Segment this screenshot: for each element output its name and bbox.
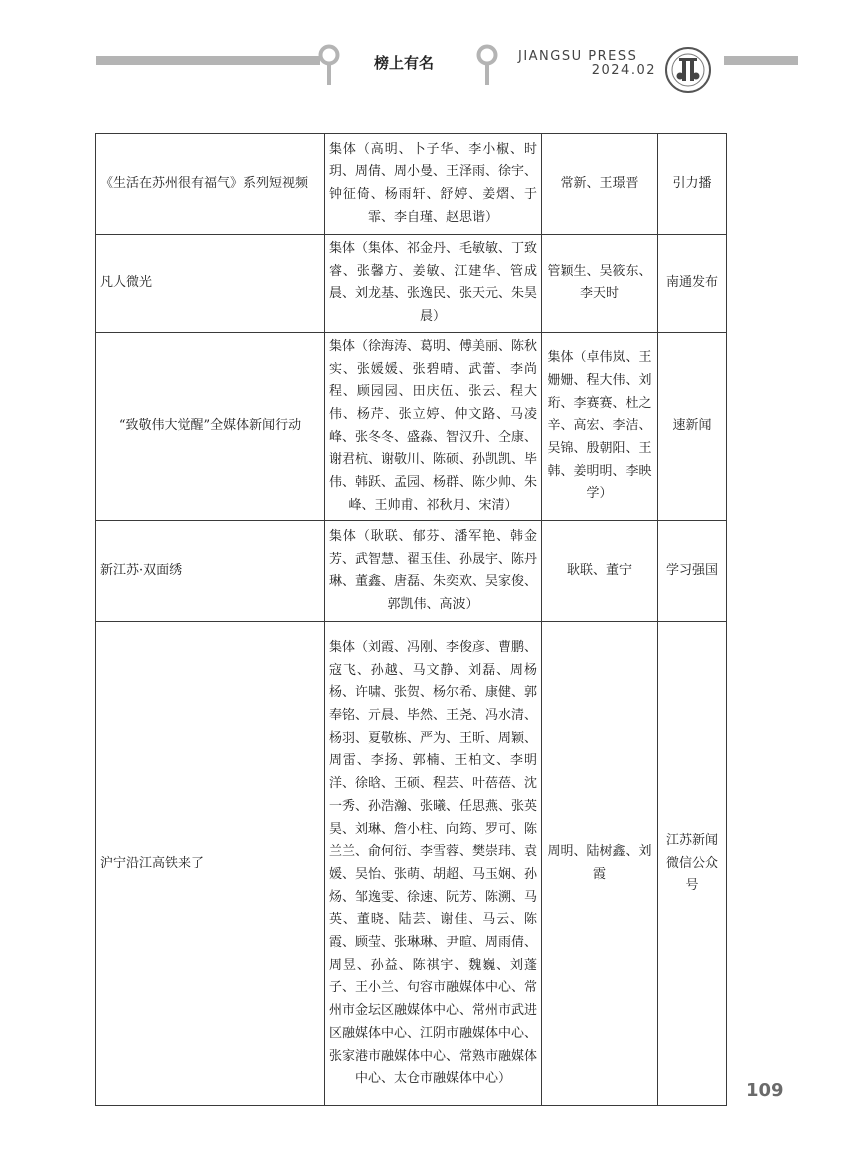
table-row: [96, 521, 727, 622]
pin-icon: [476, 44, 498, 88]
pin-icon: [318, 44, 340, 88]
publishing-unit: 南通发布: [658, 235, 727, 333]
header-bar-left: [96, 56, 320, 65]
work-authors: 集体（高明、卜子华、李小椒、时玥、周倩、周小曼、王泽雨、徐宇、钟征倚、杨雨轩、舒婷、姜熠、于霏、李自瑾、赵思谐）: [325, 134, 542, 235]
work-authors: 集体（刘霞、冯刚、李俊彦、曹鹏、寇飞、孙越、马文静、刘磊、周杨杨、许啸、张贺、杨尔希、康健、郭奉铭、亓晨、毕然、王尧、冯水清、杨羽、夏敬栋、严为、王昕、周颖、周雷、李扬、郭楠、王柏文、李明洋、徐晗、王硕、程芸、叶蓓蓓、沈一秀、孙浩瀚、张曦、任思燕、张英昊、刘琳、詹小柱、向筠、罗可、陈兰兰、俞何衍、李雪蓉、樊崇玮、袁媛、吴怡、张萌、胡超、马玉娴、孙炀、邹逸雯、徐速、阮芳、陈溯、马英、董晓、陆芸、谢佳、马云、陈霞、顾莹、张琳琳、尹暄、周雨倩、周昱、孙益、陈祺宇、魏巍、刘蓬子、王小兰、句容市融媒体中心、常州市金坛区融媒体中心、常州市武进区融媒体中心、江阴市融媒体中心、张家港市融媒体中心、常熟市融媒体中心、太仓市融媒体中心）: [325, 622, 542, 1106]
publishing-unit: 引力播: [658, 134, 727, 235]
work-editors: 耿联、董宁: [542, 521, 658, 622]
issue-number: 2024.02: [591, 63, 656, 78]
publication-name: [518, 50, 658, 78]
work-title: 《生活在苏州很有福气》系列短视频: [96, 134, 325, 235]
work-title: “致敬伟大觉醒”全媒体新闻行动: [96, 332, 325, 521]
journal-logo-icon: [664, 46, 712, 94]
publishing-unit: 学习强国: [658, 521, 727, 622]
table-row: [96, 622, 727, 1106]
work-title: 新江苏·双面绣: [96, 521, 325, 622]
page-number: 109: [746, 1080, 784, 1101]
work-title: 凡人微光: [96, 235, 325, 333]
work-authors: 集体（徐海涛、葛明、傅美丽、陈秋实、张媛媛、张碧晴、武蕾、李尚程、顾园园、田庆伍、张云、程大伟、杨芹、张立婷、仲文路、马凌峰、张冬冬、盛淼、智汉升、仝康、谢君杭、谢敬川、陈硕、孙凯凯、毕伟、韩跃、孟园、杨群、陈少帅、朱峰、王帅甫、祁秋月、宋清）: [325, 332, 542, 521]
work-editors: 管颖生、吴筱东、李天时: [542, 235, 658, 333]
table-row: [96, 332, 727, 521]
publishing-unit: 江苏新闻微信公众号: [658, 622, 727, 1106]
publishing-unit: 速新闻: [658, 332, 727, 521]
award-table: [95, 133, 727, 1106]
table-row: [96, 235, 727, 333]
work-authors: 集体（集体、祁金丹、毛敏敏、丁致睿、张馨方、姜敏、江建华、管成晨、刘龙基、张逸民、张天元、朱昊晨）: [325, 235, 542, 333]
table-row: [96, 134, 727, 235]
work-authors: 集体（耿联、郁芬、潘军艳、韩金芳、武智慧、翟玉佳、孙晟宇、陈丹琳、董鑫、唐磊、朱奕欢、吴家俊、郭凯伟、高波）: [325, 521, 542, 622]
section-title: 榜上有名: [374, 54, 435, 72]
publication-title: JIANGSU PRESS: [518, 49, 638, 64]
work-editors: 周明、陆树鑫、刘霞: [542, 622, 658, 1106]
work-title: 沪宁沿江高铁来了: [96, 622, 325, 1106]
work-editors: 集体（卓伟岚、王姗姗、程大伟、刘珩、李赛赛、杜之辛、高宏、李洁、吴锦、殷朝阳、王韩、姜明明、李映学）: [542, 332, 658, 521]
work-editors: 常新、王璟晋: [542, 134, 658, 235]
header-bar-right: [724, 56, 798, 65]
